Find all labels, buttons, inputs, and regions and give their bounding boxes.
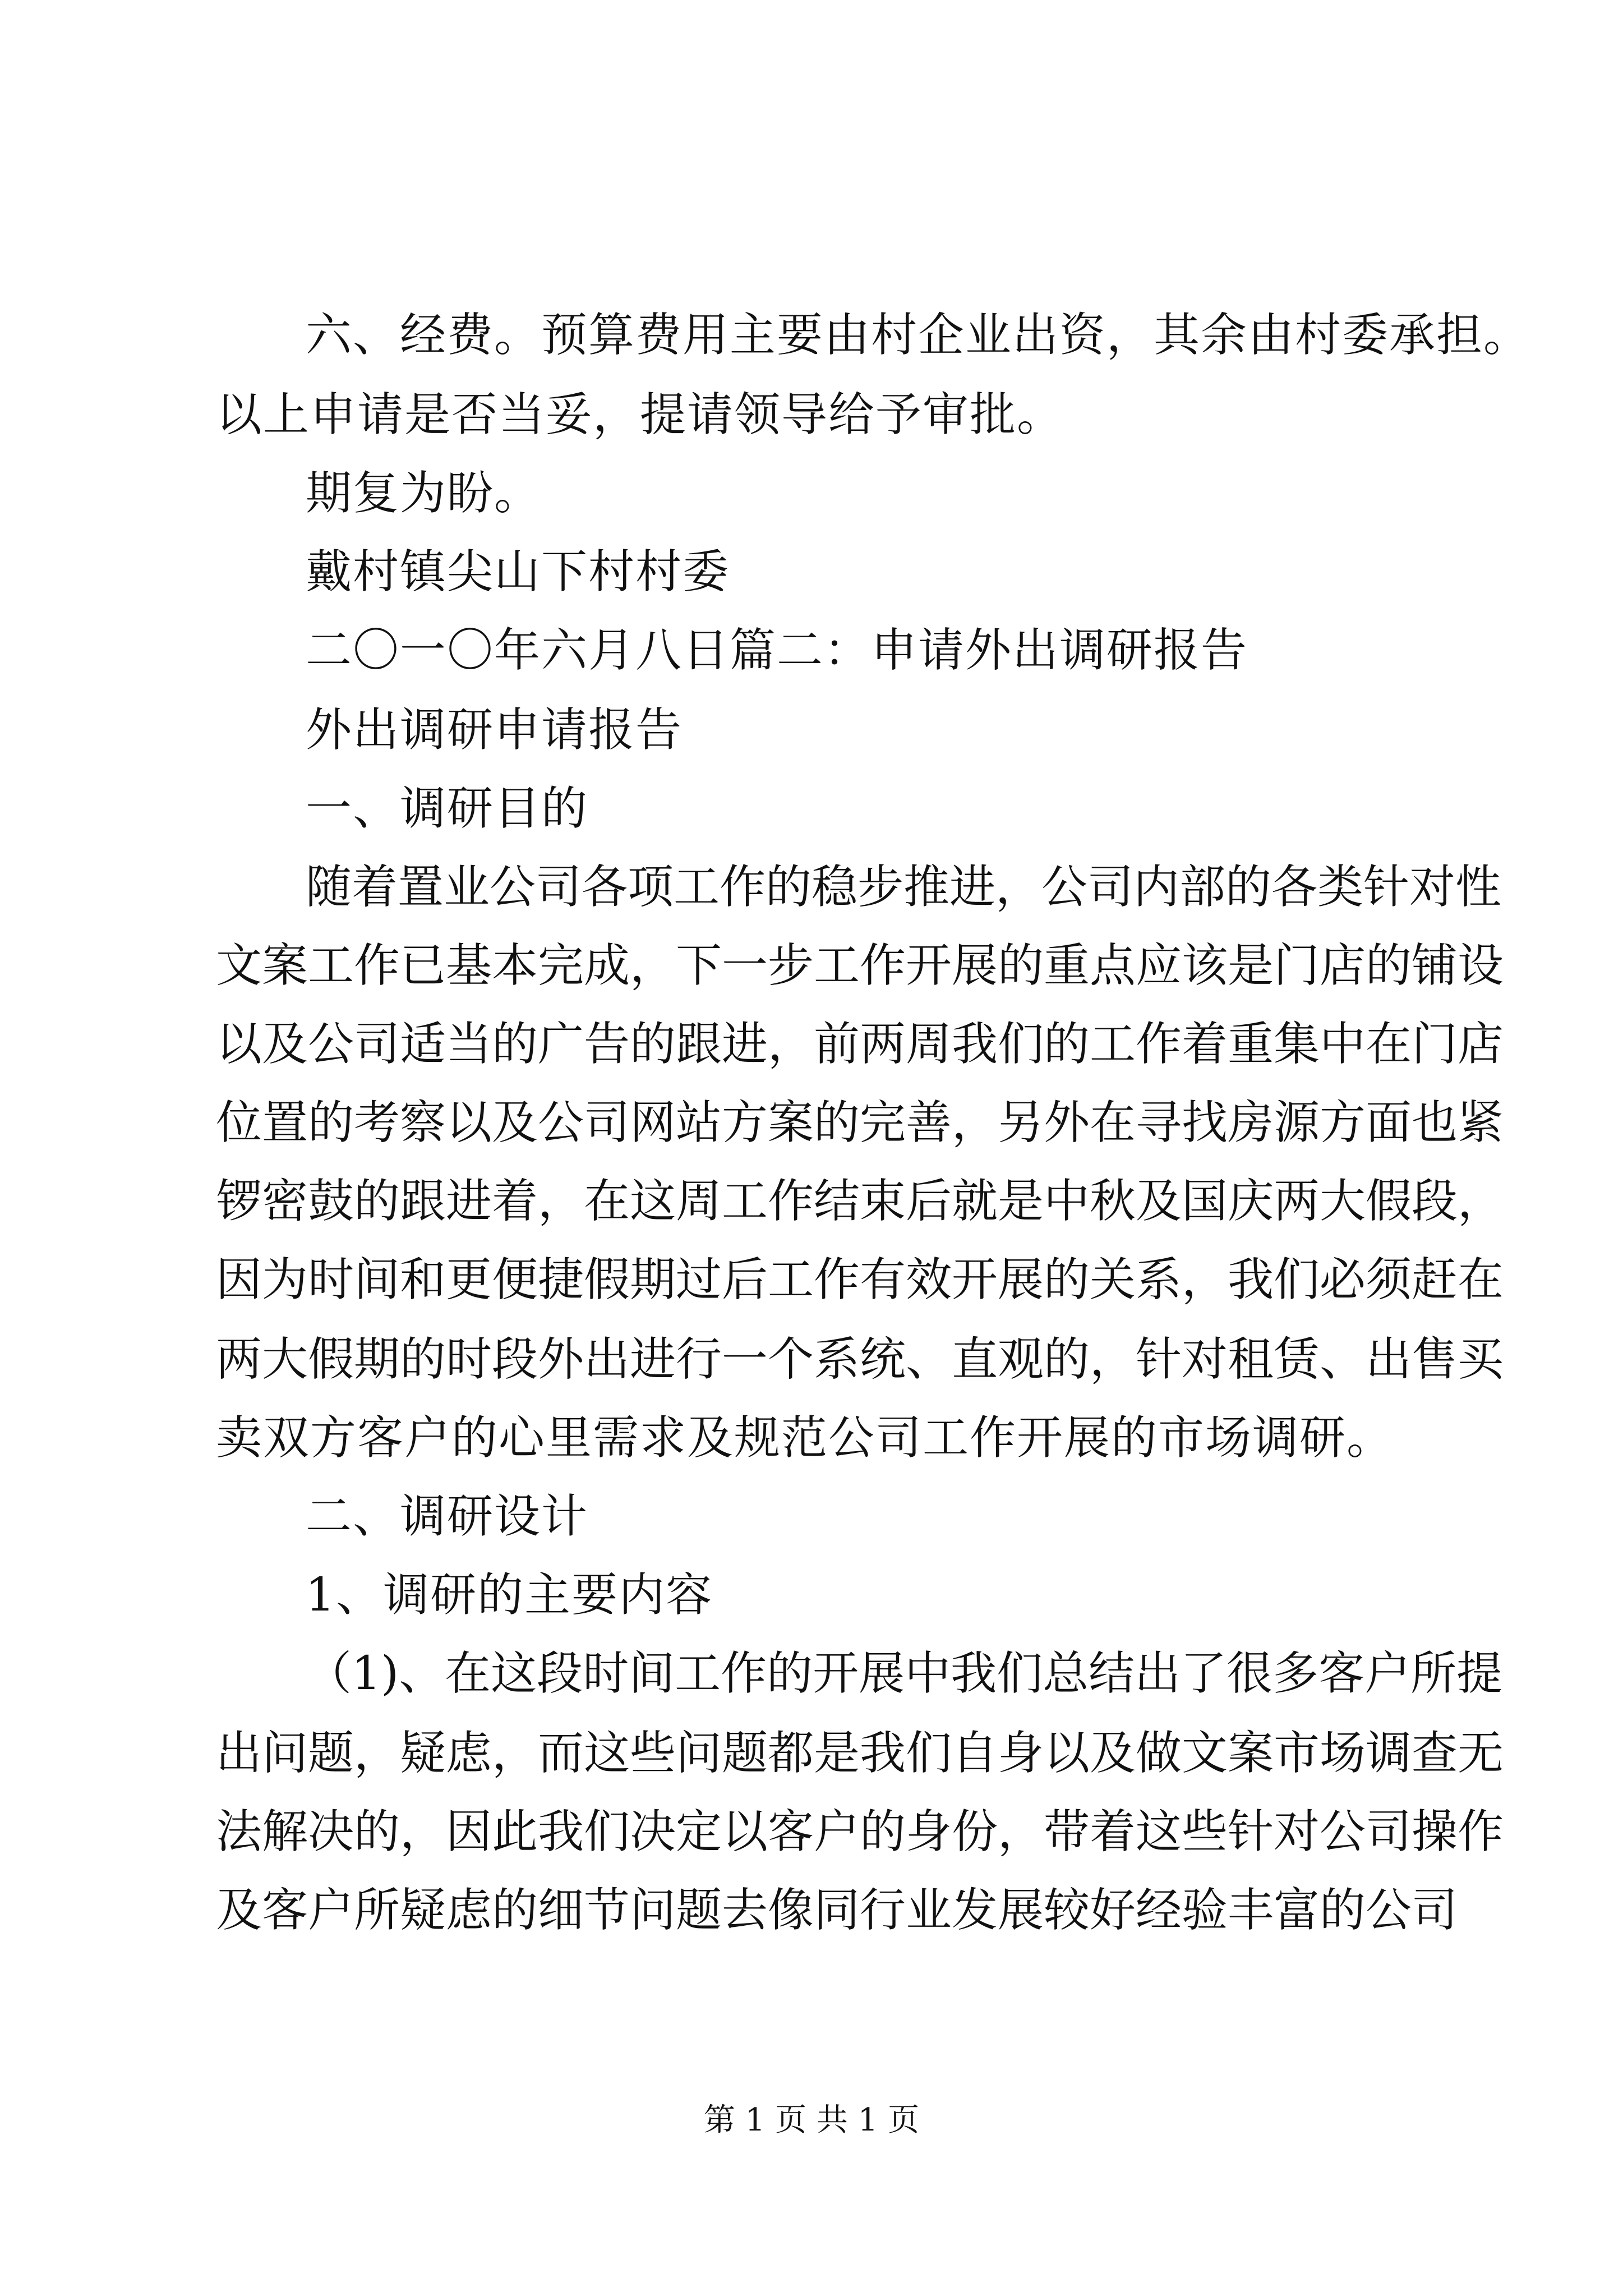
report-title: 外出调研申请报告 bbox=[306, 703, 683, 757]
paragraph-line: 文案工作已基本完成，下一步工作开展的重点应该是门店的铺设 bbox=[216, 939, 1504, 992]
section-heading-design: 二、调研设计 bbox=[306, 1490, 589, 1543]
paragraph-line: 出问题，疑虑，而这些问题都是我们自身以及做文案市场调查无 bbox=[216, 1727, 1504, 1780]
paragraph-line: 两大假期的时段外出进行一个系统、直观的，针对租赁、出售买 bbox=[216, 1333, 1504, 1386]
subsection-heading-content: 1、调研的主要内容 bbox=[306, 1568, 713, 1622]
closing-phrase: 期复为盼。 bbox=[306, 467, 542, 520]
date-and-section-heading: 二〇一〇年六月八日篇二：申请外出调研报告 bbox=[306, 624, 1248, 677]
paragraph-line: 位置的考察以及公司网站方案的完善，另外在寻找房源方面也紧 bbox=[216, 1096, 1504, 1149]
paragraph-line: 锣密鼓的跟进着，在这周工作结束后就是中秋及国庆两大假段， bbox=[216, 1175, 1504, 1228]
paragraph-line: 卖双方客户的心里需求及规范公司工作开展的市场调研。 bbox=[216, 1411, 1394, 1465]
paragraph-line: 随着置业公司各项工作的稳步推进，公司内部的各类针对性 bbox=[306, 861, 1502, 914]
paragraph-line: 及客户所疑虑的细节问题去像同行业发展较好经验丰富的公司 bbox=[216, 1884, 1458, 1937]
paragraph-line: 法解决的，因此我们决定以客户的身份，带着这些针对公司操作 bbox=[216, 1805, 1504, 1858]
page-number-footer: 第 1 页 共 1 页 bbox=[703, 2102, 920, 2138]
paragraph-line: 因为时间和更便捷假期过后工作有效开展的关系，我们必须赶在 bbox=[216, 1253, 1504, 1306]
paragraph-line: （1)、在这段时间工作的开展中我们总结出了很多客户所提 bbox=[306, 1647, 1503, 1700]
signature-organization: 戴村镇尖山下村村委 bbox=[306, 545, 730, 599]
paragraph-funding: 六、经费。预算费用主要由村企业出资，其余由村委承担。 bbox=[306, 309, 1531, 362]
section-heading-purpose: 一、调研目的 bbox=[306, 782, 589, 835]
paragraph-approval-request: 以上申请是否当妥，提请领导给予审批。 bbox=[216, 388, 1064, 441]
paragraph-line: 以及公司适当的广告的跟进，前两周我们的工作着重集中在门店 bbox=[216, 1018, 1504, 1071]
